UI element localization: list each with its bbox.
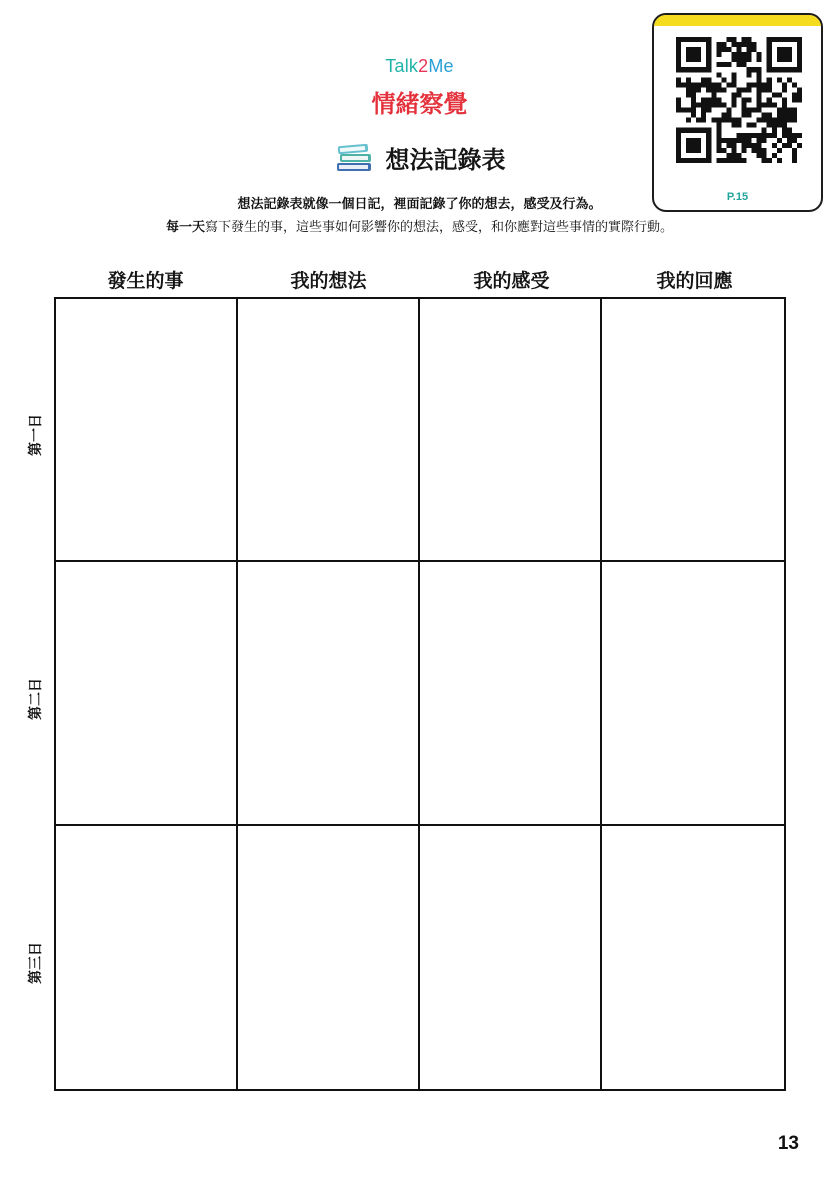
qr-card-band (654, 15, 821, 26)
row-label-day-3: 第三日 (28, 942, 44, 984)
intro-line-1: 想法記錄表就像一個日記，裡面記錄了你的想去，感受及行為。 (237, 197, 602, 212)
brand-part-talk: Talk (385, 56, 419, 76)
cell-day3-responses[interactable] (602, 826, 784, 1089)
intro-line-2 (0, 216, 839, 235)
books-icon (334, 142, 374, 174)
qr-card[interactable] (652, 13, 823, 212)
qr-page-reference: P.15 (726, 191, 749, 203)
cell-day1-feelings[interactable] (420, 299, 602, 562)
column-header-responses: 我的回應 (656, 270, 733, 292)
page-number: 13 (777, 1133, 799, 1154)
cell-day2-thoughts[interactable] (238, 562, 420, 825)
column-header-events: 發生的事 (107, 270, 184, 292)
cell-day3-feelings[interactable] (420, 826, 602, 1089)
thought-record-table (54, 297, 786, 1091)
brand-part-2: 2 (418, 56, 429, 76)
row-label-day-1: 第一日 (28, 414, 44, 456)
intro-line-2-emphasis: 每一天 (165, 220, 205, 235)
sheet-title-text: 想法記錄表 (385, 146, 506, 174)
column-header-thoughts: 我的想法 (290, 270, 367, 292)
cell-day3-events[interactable] (56, 826, 238, 1089)
cell-day1-events[interactable] (56, 299, 238, 562)
qr-code[interactable] (676, 37, 802, 163)
row-label-day-2: 第二日 (28, 678, 44, 720)
brand-part-me: Me (428, 56, 454, 76)
intro-line-2-text: 寫下發生的事，這些事如何影響你的想法，感受，和你應對這些事情的實際行動。 (205, 220, 674, 235)
cell-day2-feelings[interactable] (420, 562, 602, 825)
cell-day1-responses[interactable] (602, 299, 784, 562)
section-subtitle: 情緒察覺 (371, 90, 468, 118)
cell-day2-responses[interactable] (602, 562, 784, 825)
cell-day1-thoughts[interactable] (238, 299, 420, 562)
cell-day3-thoughts[interactable] (238, 826, 420, 1089)
cell-day2-events[interactable] (56, 562, 238, 825)
column-header-feelings: 我的感受 (473, 270, 550, 292)
